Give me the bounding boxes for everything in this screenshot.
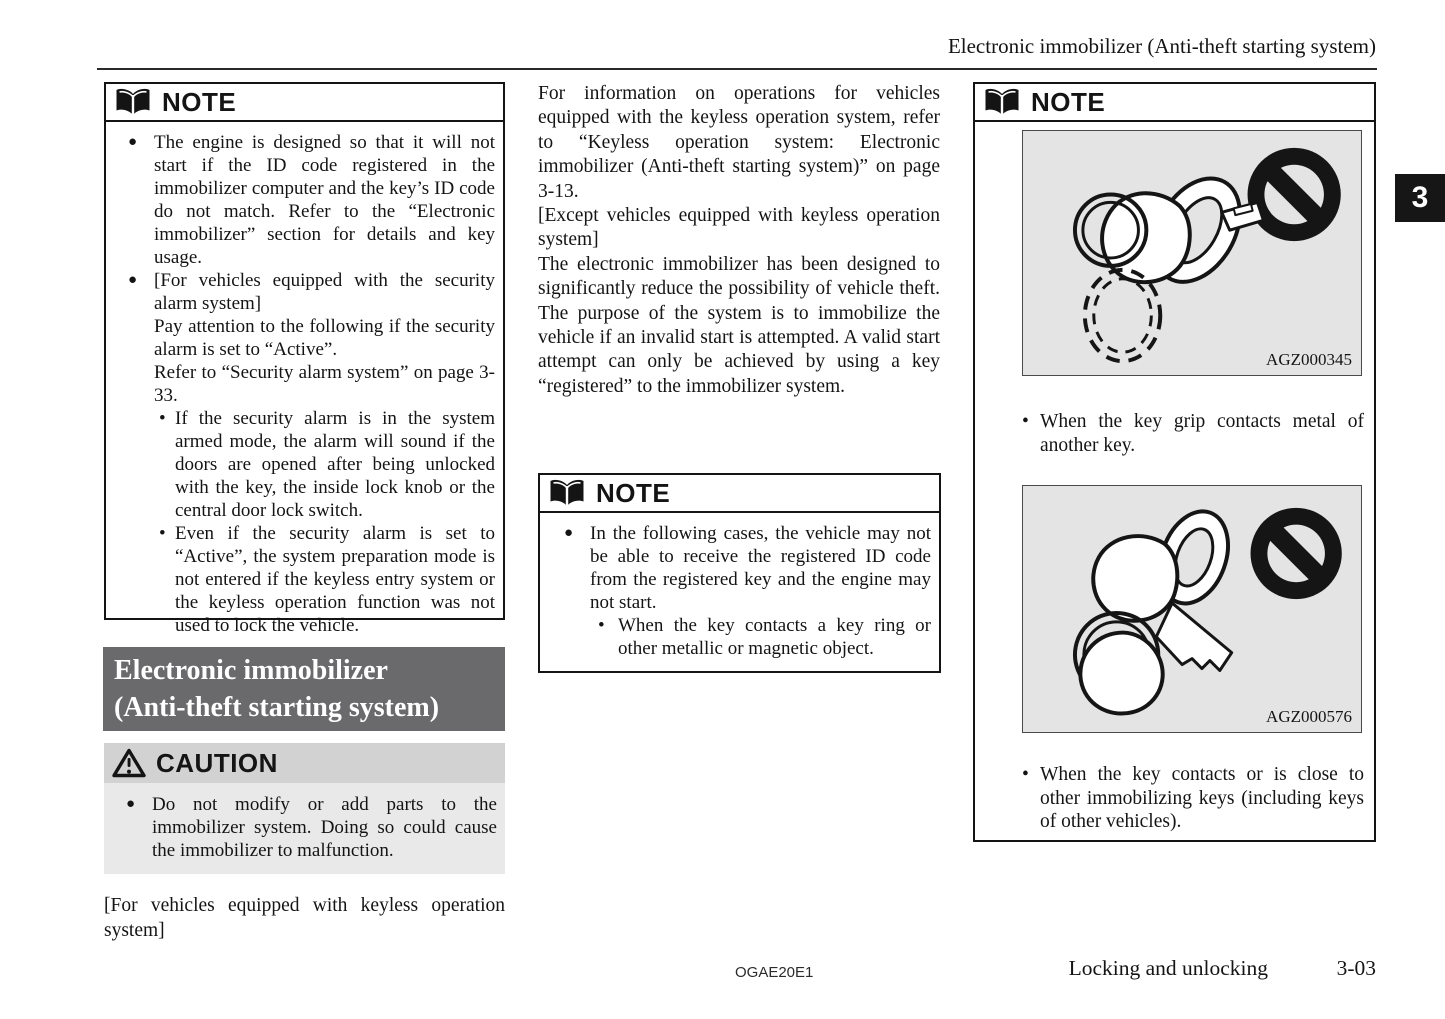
sub-bullet-icon: • — [1022, 411, 1029, 432]
note-box-right — [973, 82, 1376, 842]
figure-label: AGZ000576 — [1266, 707, 1352, 726]
caution-box — [104, 743, 505, 874]
note-subitem: • If the security alarm is in the system armed mode, the alarm will sound if the doors are opened after being unlocked with the key, the inside lock knob or the central door lock switch. — [159, 408, 495, 521]
figure-key-key-contact — [1022, 485, 1362, 733]
paragraph: [Except vehicles equipped with keyless operation system] — [538, 205, 940, 251]
sub-bullet-icon: • — [598, 615, 605, 636]
note-header — [106, 84, 503, 122]
open-book-icon — [548, 478, 586, 508]
note-header — [540, 475, 939, 513]
note-subitem: • Even if the security alarm is set to “Active”, the system preparation mode is not entered if the keyless entry system or the keyless operation function was not used to lock the vehicle. — [159, 523, 495, 636]
note-item: ● The engine is designed so that it will not start if the ID code registered in the immobilizer computer and the key’s ID code do not match. Refer to the “Electronic immobilizer” section for details and key usage. — [128, 132, 495, 268]
note-title: NOTE — [596, 477, 671, 508]
header-rule — [97, 68, 1377, 70]
note-subitem: • When the key contacts a key ring or other metallic or magnetic object. — [598, 615, 931, 659]
note-title: NOTE — [162, 86, 237, 117]
sub-bullet-icon: • — [159, 523, 166, 544]
figure-caption: • When the key contacts or is close to other immobilizing keys (including keys of other vehicles). — [1022, 764, 1364, 832]
bullet-icon: ● — [128, 134, 138, 150]
open-book-icon — [114, 87, 152, 117]
caution-item: ● Do not modify or add parts to the immobilizer system. Doing so could cause the immobilizer to malfunction. — [126, 794, 497, 861]
chapter-tab: 3 — [1395, 174, 1445, 222]
key-illustration — [1023, 131, 1361, 375]
sub-bullet-icon: • — [159, 408, 166, 429]
figure-key-grip-contact — [1022, 130, 1362, 376]
bullet-icon: ● — [564, 525, 574, 541]
caution-header — [104, 743, 505, 783]
paragraph: For information on operations for vehicles equipped with the keyless operation system, refer to “Keyless operation system: Electronic immobilizer (Anti-theft starting system)” on page 3-13. — [538, 83, 940, 202]
note-body — [106, 122, 503, 645]
open-book-icon — [983, 87, 1021, 117]
note-item — [114, 269, 495, 637]
running-header: Electronic immobilizer (Anti-theft starting system) — [947, 34, 1376, 58]
note-box-middle — [538, 473, 941, 673]
note-line: [For vehicles equipped with the security alarm system] — [154, 270, 495, 314]
caution-title: CAUTION — [156, 747, 278, 778]
footer-document-code: OGAE20E1 — [735, 964, 814, 981]
warning-triangle-icon — [112, 748, 146, 778]
footer-page-number: 3-03 — [1336, 956, 1376, 980]
caution-body — [104, 783, 505, 874]
footer-section-title: Locking and unlocking — [1068, 956, 1268, 980]
bullet-icon: ● — [126, 796, 136, 812]
section-title-line: Electronic immobilizer — [114, 655, 388, 686]
note-line: In the following cases, the vehicle may not be able to receive the registered ID code from the registered key and the engine may not start. — [590, 523, 931, 613]
paragraph: The electronic immobilizer has been designed to significantly reduce the possibility of vehicle theft. The purpose of the system is to immobilize the vehicle if an invalid start is attempted. A valid start attempt can only be achieved by using a key “registered” to the immobilizer system. — [538, 253, 940, 397]
note-line: Refer to “Security alarm system” on page 3-33. — [154, 362, 495, 406]
note-body — [540, 513, 939, 668]
figure-label: AGZ000345 — [1266, 350, 1352, 369]
section-title-line: (Anti-theft starting system) — [114, 692, 440, 723]
prohibition-icon — [1248, 148, 1341, 241]
figure-caption: • When the key grip contacts metal of another key. — [1022, 411, 1364, 456]
note-box-left — [104, 82, 505, 636]
note-header — [975, 84, 1374, 122]
sub-bullet-icon: • — [1022, 764, 1029, 785]
middle-column-text — [538, 82, 940, 399]
bullet-icon: ● — [128, 272, 138, 288]
note-title: NOTE — [1031, 86, 1106, 117]
note-item — [548, 522, 931, 660]
paragraph-keyless: [For vehicles equipped with keyless operation system] — [104, 895, 505, 941]
note-line: Pay attention to the following if the security alarm is set to “Active”. — [154, 316, 495, 360]
section-title — [103, 647, 505, 731]
key-illustration — [1023, 486, 1361, 732]
prohibition-icon — [1251, 508, 1342, 599]
